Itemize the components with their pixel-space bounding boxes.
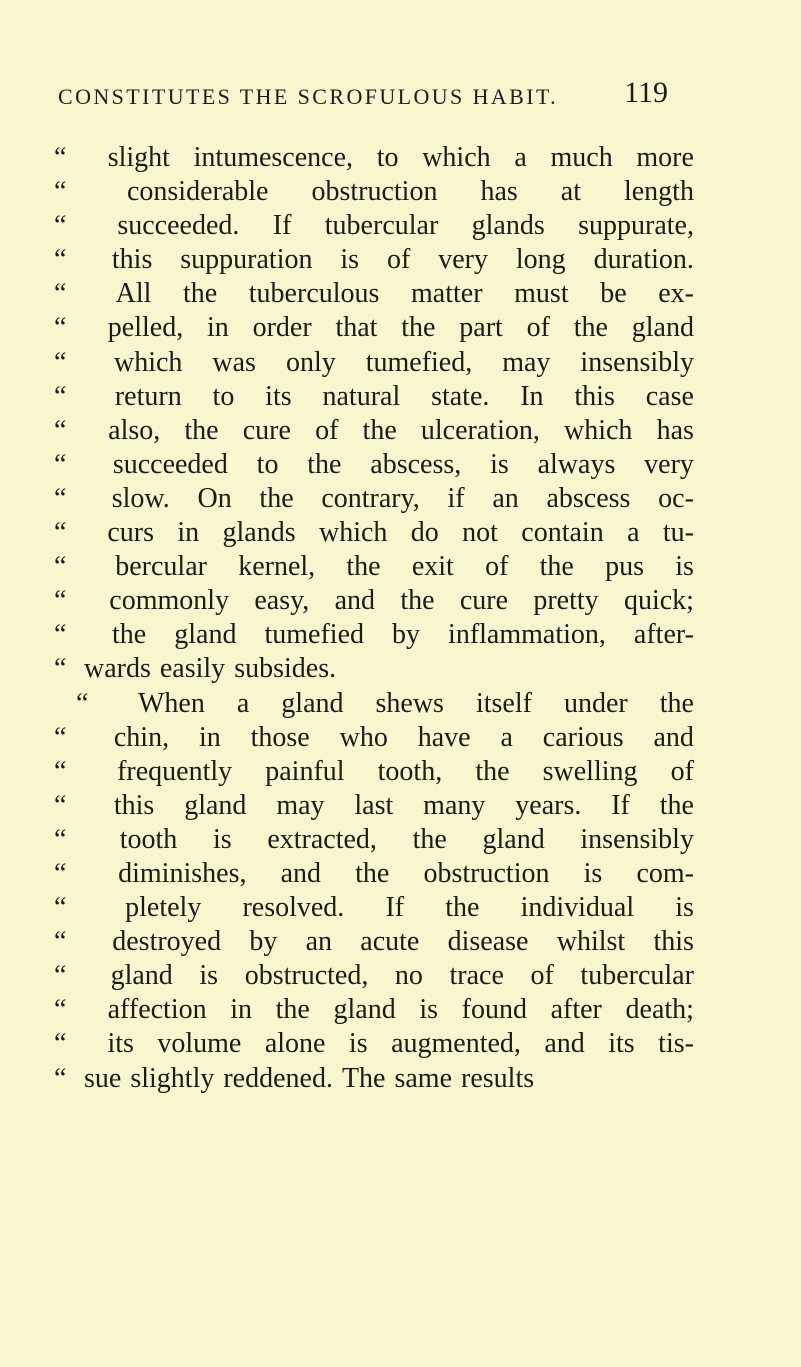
text-line: “ succeeded to the abscess, is always very (54, 448, 694, 480)
text-line: “ also, the cure of the ulceration, which has (54, 414, 694, 446)
text-line: “ pelled, in order that the part of the gland (54, 312, 694, 344)
running-title: CONSTITUTES THE SCROFULOUS HABIT. (58, 84, 559, 109)
text-line: “ the gland tumefied by inflammation, after- (54, 619, 694, 651)
text-line: “ All the tuberculous matter must be ex- (54, 278, 694, 310)
text-line: “ When a gland shews itself under the (76, 687, 694, 719)
text-line: “ return to its natural state. In this case (54, 380, 694, 412)
text-line: “ sue slightly reddened. The same results (54, 1062, 535, 1094)
text-line: “ its volume alone is augmented, and its tis- (54, 1028, 694, 1060)
text-line: “ bercular kernel, the exit of the pus is (54, 551, 694, 583)
page-number: 119 (624, 76, 668, 109)
text-line: “ pletely resolved. If the individual is (54, 892, 694, 924)
text-line: “ succeeded. If tubercular glands suppurate, (54, 210, 694, 242)
text-line: “ considerable obstruction has at length (54, 176, 694, 208)
text-line: “ curs in glands which do not contain a tu- (54, 517, 694, 549)
text-line: “ wards easily subsides. (54, 653, 337, 685)
text-line: “ destroyed by an acute disease whilst this (54, 926, 694, 958)
text-line: “ slight intumescence, to which a much more (54, 142, 694, 173)
text-line: “ tooth is extracted, the gland insensibly (54, 823, 694, 855)
text-line: “ slow. On the contrary, if an abscess oc- (54, 482, 694, 514)
text-line: “ commonly easy, and the cure pretty quick; (54, 585, 694, 617)
body-text (54, 141, 694, 1096)
text-line: “ affection in the gland is found after death; (54, 994, 694, 1026)
text-line: “ diminishes, and the obstruction is com- (54, 857, 694, 889)
text-line: “ chin, in those who have a carious and (54, 721, 694, 753)
text-line: “ this gland may last many years. If the (54, 789, 694, 821)
text-line: “ gland is obstructed, no trace of tubercular (54, 960, 694, 992)
text-line: “ which was only tumefied, may insensibly (54, 346, 694, 378)
running-head (58, 76, 668, 116)
text-line: “ frequently painful tooth, the swelling of (54, 755, 694, 787)
text-line: “ this suppuration is of very long duration. (54, 244, 694, 276)
